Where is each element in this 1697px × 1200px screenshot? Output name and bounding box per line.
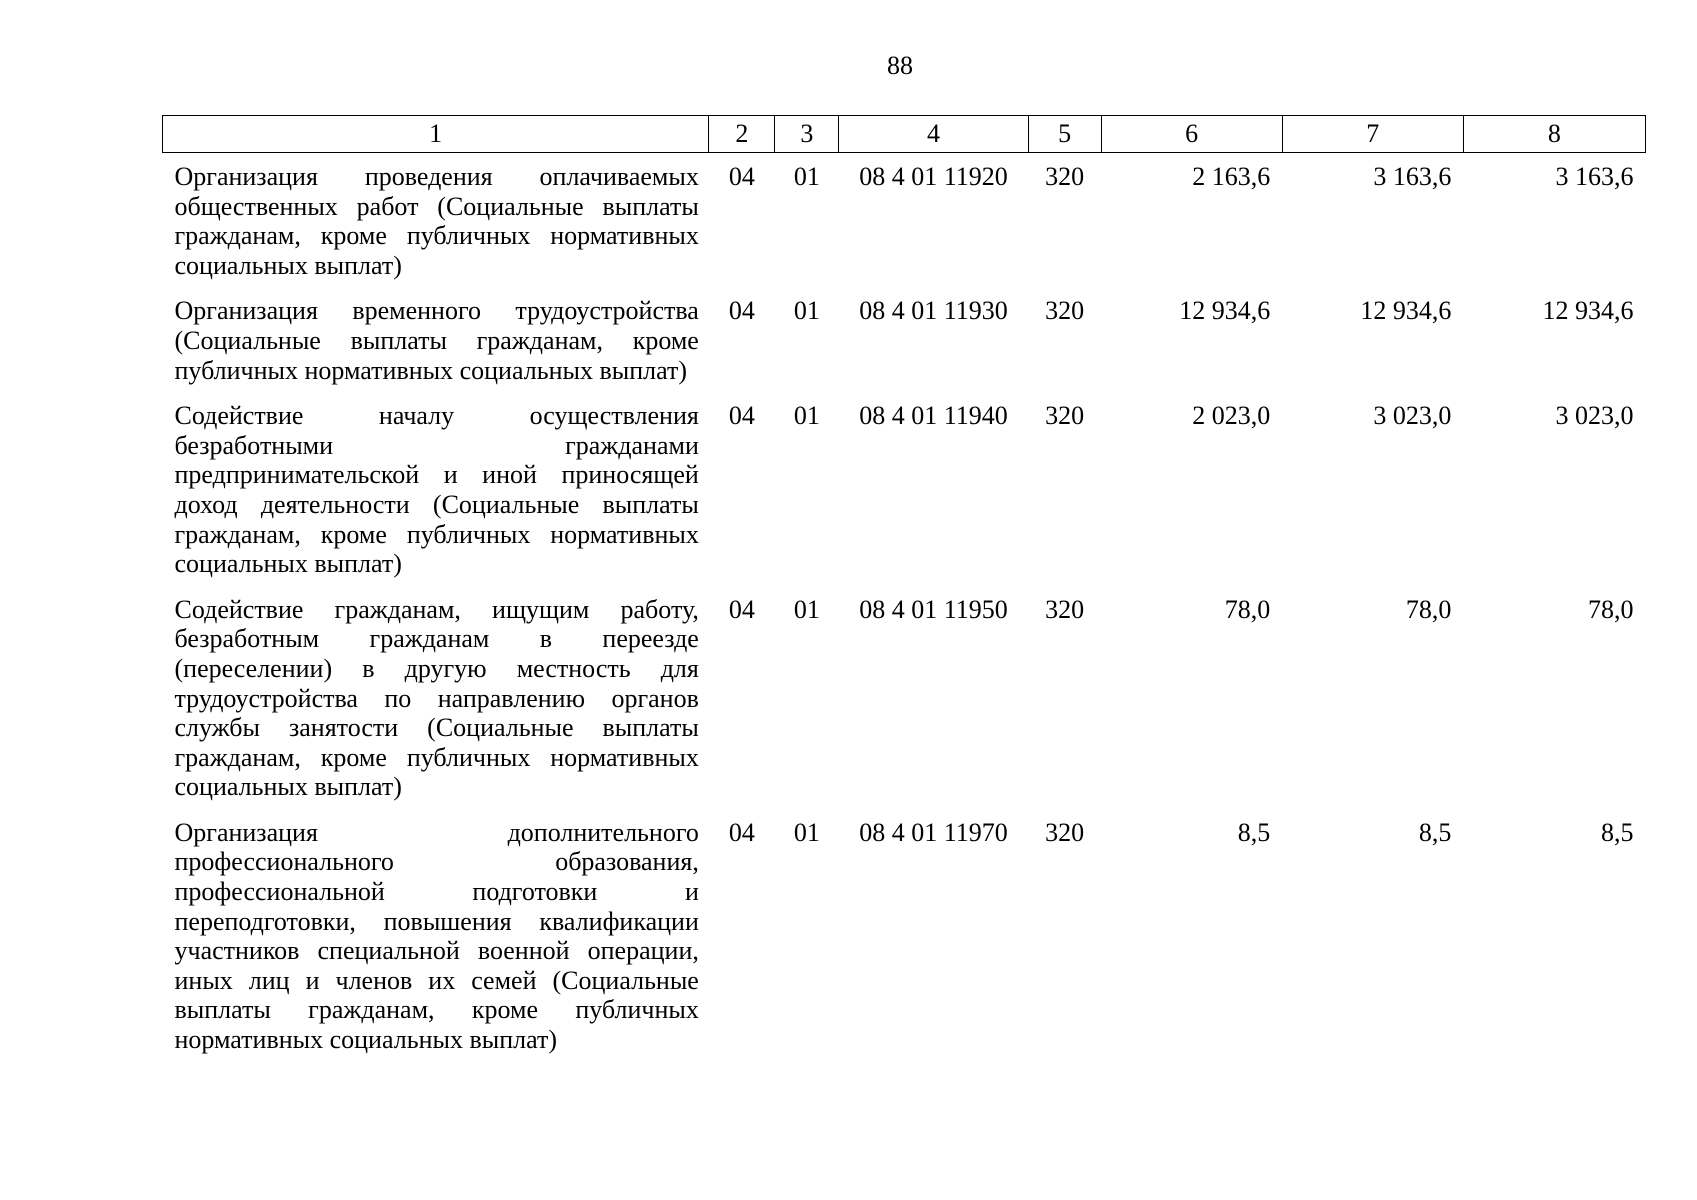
header-col-5: 5 xyxy=(1028,116,1101,153)
row-section: 04 xyxy=(728,594,755,624)
row-section: 04 xyxy=(728,296,755,326)
table-row xyxy=(163,818,1646,1055)
budget-table xyxy=(162,115,1646,1055)
row-amount-col7: 12 934,6 xyxy=(1360,296,1452,326)
row-spacer xyxy=(163,579,1646,595)
row-amount-col8: 12 934,6 xyxy=(1542,296,1634,326)
row-expense-type: 320 xyxy=(1045,162,1085,191)
header-col-7: 7 xyxy=(1282,116,1463,153)
row-target-article: 08 4 01 11950 xyxy=(859,594,1008,624)
row-amount-col7: 78,0 xyxy=(1405,594,1452,624)
row-section: 04 xyxy=(728,401,755,431)
row-amount-col7: 3 163,6 xyxy=(1373,162,1452,191)
row-subsection: 01 xyxy=(793,401,820,431)
table-row xyxy=(163,401,1646,579)
header-col-6: 6 xyxy=(1101,116,1282,153)
row-expense-type: 320 xyxy=(1045,594,1085,624)
row-target-article: 08 4 01 11970 xyxy=(859,817,1008,847)
header-row xyxy=(163,116,1646,153)
row-target-article: 08 4 01 11930 xyxy=(859,296,1008,326)
row-amount-col8: 3 023,0 xyxy=(1555,401,1634,431)
row-name: Организация проведения оплачиваемых общественных работ (Социальные выплаты гражданам, кроме публичных нормативных социальных выплат) xyxy=(174,162,699,280)
table-row xyxy=(163,153,1646,281)
row-spacer xyxy=(163,280,1646,296)
row-spacer xyxy=(163,385,1646,401)
row-subsection: 01 xyxy=(793,594,820,624)
row-name: Содействие гражданам, ищущим работу, безработным гражданам в переезде (переселении) в другую местность для трудоустройства по направлению органов службы занятости (Социальные выплаты гражданам, кроме публичных нормативных социальных выплат) xyxy=(174,594,699,802)
row-amount-col8: 3 163,6 xyxy=(1555,162,1634,191)
table-header xyxy=(163,116,1646,153)
row-expense-type: 320 xyxy=(1045,817,1085,847)
row-amount-col6: 2 163,6 xyxy=(1192,162,1271,191)
row-amount-col6: 12 934,6 xyxy=(1179,296,1271,326)
row-name: Организация дополнительного профессионального образования, профессиональной подготовки и переподготовки, повышения квалификации участников специальной военной операции, иных лиц и членов их семей (Социальные выплаты гражданам, кроме публичных нормативных социальных выплат) xyxy=(174,817,699,1055)
row-expense-type: 320 xyxy=(1045,296,1085,326)
row-target-article: 08 4 01 11920 xyxy=(859,162,1008,191)
row-amount-col6: 8,5 xyxy=(1237,817,1271,847)
header-col-2: 2 xyxy=(709,116,775,153)
row-spacer xyxy=(163,802,1646,818)
row-expense-type: 320 xyxy=(1045,401,1085,431)
header-col-3: 3 xyxy=(775,116,839,153)
row-target-article: 08 4 01 11940 xyxy=(859,401,1008,431)
header-col-1: 1 xyxy=(163,116,709,153)
row-amount-col8: 8,5 xyxy=(1601,817,1634,847)
row-subsection: 01 xyxy=(793,296,820,326)
table-row xyxy=(163,296,1646,385)
row-amount-col7: 8,5 xyxy=(1418,817,1452,847)
row-amount-col7: 3 023,0 xyxy=(1373,401,1452,431)
row-amount-col8: 78,0 xyxy=(1588,594,1634,624)
row-amount-col6: 78,0 xyxy=(1224,594,1271,624)
header-col-8: 8 xyxy=(1463,116,1645,153)
page-number: 88 xyxy=(887,51,913,80)
row-section: 04 xyxy=(728,817,755,847)
table-row xyxy=(163,595,1646,802)
row-amount-col6: 2 023,0 xyxy=(1192,401,1271,431)
row-subsection: 01 xyxy=(793,162,820,191)
row-subsection: 01 xyxy=(793,817,820,847)
row-name: Содействие началу осуществления безработными гражданами предпринимательской и иной приносящей доход деятельности (Социальные выплаты гражданам, кроме публичных нормативных социальных выплат) xyxy=(174,401,699,579)
row-section: 04 xyxy=(728,162,755,191)
table-body xyxy=(163,153,1646,1055)
row-name: Организация временного трудоустройства (Социальные выплаты гражданам, кроме публичных нормативных социальных выплат) xyxy=(174,296,699,385)
header-col-4: 4 xyxy=(839,116,1028,153)
